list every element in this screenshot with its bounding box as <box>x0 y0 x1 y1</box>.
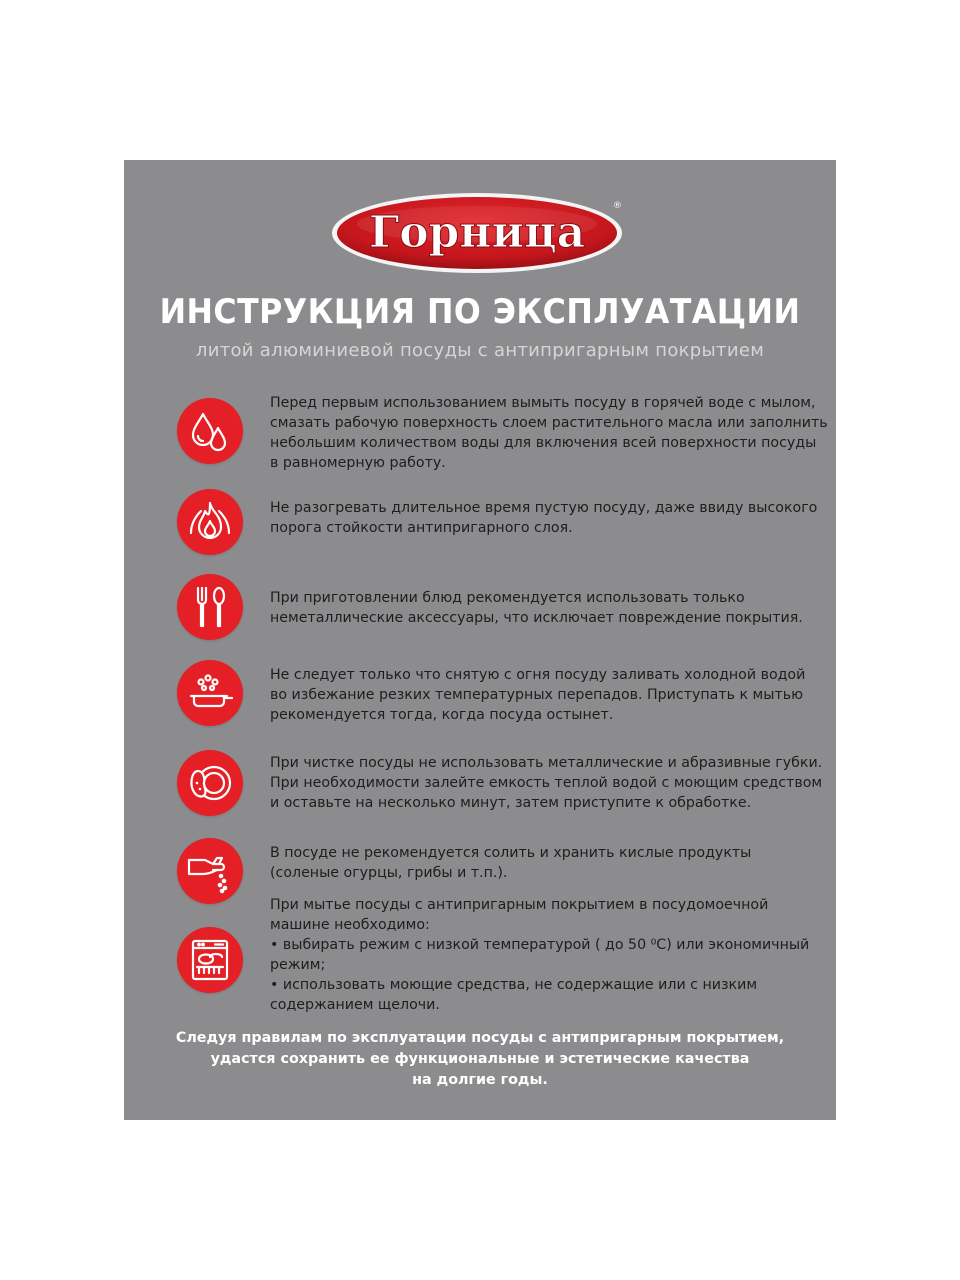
brand-logo <box>329 190 625 276</box>
registered-mark: ® <box>613 201 622 211</box>
instruction-6-text: В посуде не рекомендуется солить и хранить кислые продукты (соленые огурцы, грибы и т.п.). <box>270 845 752 881</box>
instruction-5-text: При чистке посуды не использовать металлические и абразивные губки. При необходимости залейте емкость теплой водой с моющим средством и оставьте на несколько минут, затем приступите к обработке. <box>270 755 823 811</box>
water-drops-icon <box>177 398 243 464</box>
page-subtitle: литой алюминиевой посуды с антипригарным покрытием <box>195 340 765 361</box>
instruction-1-text: Перед первым использованием вымыть посуду в горячей воде с мылом, смазать рабочую поверхность слоем растительного масла или заполнить небольшим количеством воды для включения всей поверхности посуды в равномерную работу. <box>270 395 828 471</box>
instruction-4-text: Не следует только что снятую с огня посуду заливать холодной водой во избежание резких температурных перепадов. Приступать к мытью рекомендуется тогда, когда посуда остынет. <box>270 667 806 723</box>
salt-hand-icon <box>177 838 243 904</box>
flame-icon <box>177 489 243 555</box>
instruction-7-text: При мытье посуды с антипригарным покрытием в посудомоечной машине необходимо: • выбирать режим с низкой температурой ( до 50 ⁰С) или экономичный режим; • использовать моющие средства, не содержащие или с низким содержанием щелочи. <box>270 897 810 1013</box>
footer-note: Следуя правилам по эксплуатации посуды с антипригарным покрытием, удастся сохранить ее функциональные и эстетические качества на долгие годы. <box>175 1030 785 1088</box>
dishwasher-icon <box>177 927 243 993</box>
instruction-2-text: Не разогревать длительное время пустую посуду, даже ввиду высокого порога стойкости антипригарного слоя. <box>270 500 818 536</box>
instruction-3-text: При приготовлении блюд рекомендуется использовать только неметаллические аксессуары, что исключает повреждение покрытия. <box>270 590 803 626</box>
sponge-plate-icon <box>177 750 243 816</box>
instruction-card <box>124 160 836 1120</box>
page-title: ИНСТРУКЦИЯ ПО ЭКСПЛУАТАЦИИ <box>159 292 801 332</box>
fork-spoon-icon <box>177 574 243 640</box>
brand-name: Горница <box>368 207 586 258</box>
hot-pan-icon <box>177 660 243 726</box>
